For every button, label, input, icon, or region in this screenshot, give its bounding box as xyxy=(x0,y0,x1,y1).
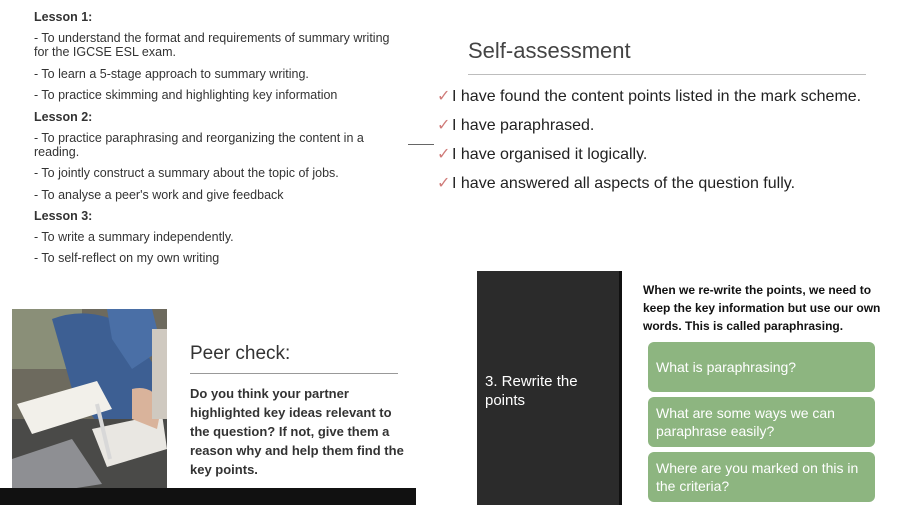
self-assessment-title: Self-assessment xyxy=(468,38,631,63)
lesson-objective: - To self-reflect on my own writing xyxy=(34,251,220,266)
lesson-objective: - To understand the format and requirements of summary writing for the IGCSE ESL exam. xyxy=(34,31,390,60)
lesson-objective: - To practice skimming and highlighting key information xyxy=(34,88,338,103)
lesson-objective: - To write a summary independently. xyxy=(34,230,234,244)
checklist-item-label: I have answered all aspects of the question fully. xyxy=(452,175,796,192)
divider-dash xyxy=(408,144,434,145)
lesson-heading: Lesson 1: xyxy=(34,10,93,24)
lesson-objectives xyxy=(34,10,404,273)
checklist-item-label: I have organised it logically. xyxy=(452,146,648,163)
bottom-bar xyxy=(0,488,416,505)
checklist-item-label: I have paraphrased. xyxy=(452,117,595,134)
lesson-objective: - To analyse a peer's work and give feedback xyxy=(34,187,284,202)
lesson-objective: - To learn a 5-stage approach to summary writing. xyxy=(34,66,309,81)
question-text: What are some ways we can paraphrase easily? xyxy=(656,405,835,439)
lesson-heading: Lesson 3: xyxy=(34,209,93,223)
paraphrasing-intro: When we re-write the points, we need to keep the key information but use our own words. This is called paraphrasing. xyxy=(643,283,881,333)
rewrite-step-text: 3. Rewrite the points xyxy=(485,373,578,409)
question-box xyxy=(648,452,875,502)
peer-check-divider xyxy=(190,373,398,374)
lesson-objective: - To jointly construct a summary about the topic of jobs. xyxy=(34,166,339,181)
peer-check-title: Peer check: xyxy=(190,343,291,364)
check-icon: ✓ xyxy=(437,146,451,163)
peer-check-instructions: Do you think your partner highlighted key ideas relevant to the question? If not, give them a reason why and help them find the key points. xyxy=(190,386,404,477)
panel-edge xyxy=(619,271,622,505)
question-box xyxy=(648,397,875,447)
checklist-item xyxy=(437,144,897,173)
checklist-item xyxy=(437,173,897,202)
students-illustration xyxy=(12,309,167,495)
lesson-objective: - To practice paraphrasing and reorganizing the content in a reading. xyxy=(34,130,364,159)
self-assessment-divider xyxy=(468,74,866,75)
lesson-heading: Lesson 2: xyxy=(34,109,93,124)
check-icon: ✓ xyxy=(437,88,451,105)
check-icon: ✓ xyxy=(437,117,451,134)
checklist-item-label: I have found the content points listed in the mark scheme. xyxy=(452,88,862,105)
question-box xyxy=(648,342,875,392)
checklist-item xyxy=(437,115,897,144)
self-assessment-checklist xyxy=(437,86,897,202)
question-text: What is paraphrasing? xyxy=(656,359,797,375)
question-text: Where are you marked on this in the criteria? xyxy=(656,460,859,494)
students-photo xyxy=(12,309,167,495)
check-icon: ✓ xyxy=(437,175,451,192)
checklist-item xyxy=(437,86,897,115)
